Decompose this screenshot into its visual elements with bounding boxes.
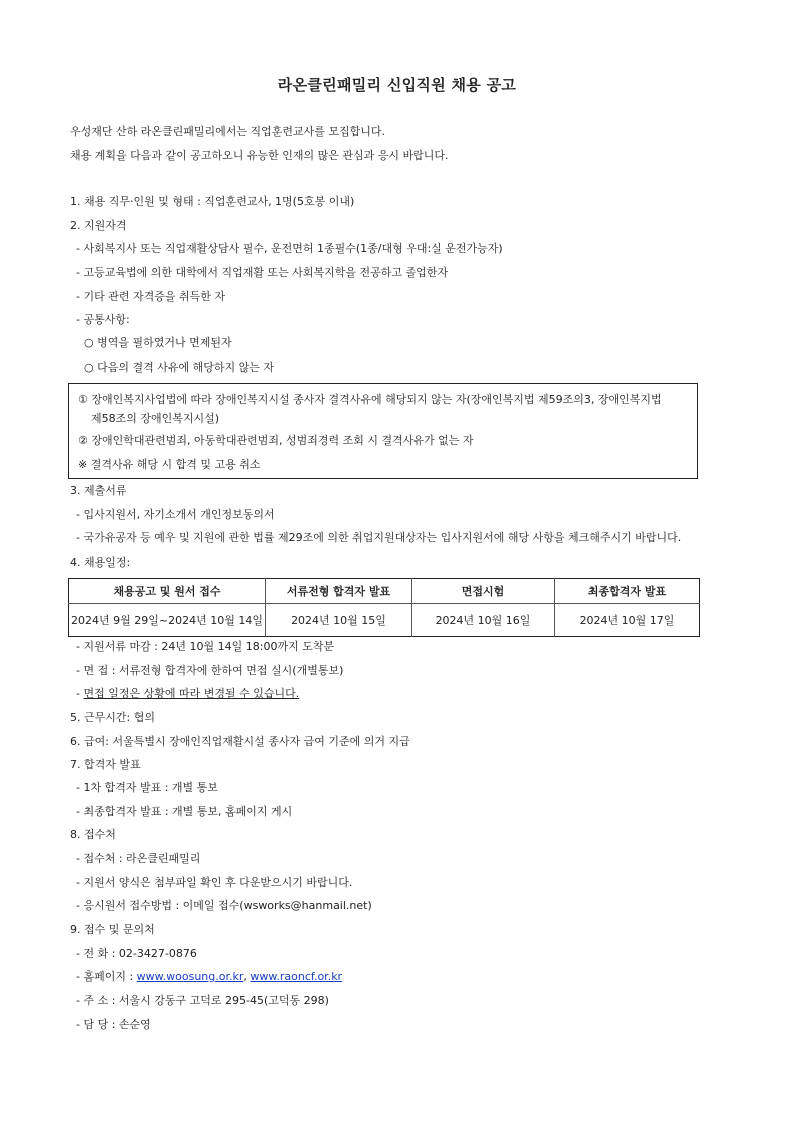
schedule-header-cell: 채용공고 및 원서 접수 (69, 579, 266, 604)
common-requirement-item: ○ 다음의 결격 사유에 해당하지 않는 자 (84, 361, 274, 374)
schedule-value-cell: 2024년 10월 16일 (412, 604, 555, 637)
page-title: 라온클린패밀리 신입직원 채용 공고 (277, 76, 517, 94)
intro-line-2: 채용 계획을 다음과 같이 공고하오니 유능한 인재의 많은 관심과 응시 바랍니다. (70, 149, 449, 162)
homepage-link-woosung[interactable]: www.woosung.or.kr (136, 970, 244, 983)
qualification-item: - 기타 관련 자격증을 취득한 자 (76, 290, 225, 303)
schedule-value-cell: 2024년 9월 29일~2024년 10월 14일 (71, 614, 263, 627)
section-2-heading: 2. 지원자격 (70, 219, 127, 232)
contact-address: - 주 소 : 서울시 강동구 고덕로 295-45(고덕동 298) (76, 994, 329, 1007)
section-1-position: 1. 채용 직무·인원 및 형태 : 직업훈련교사, 1명(5호봉 이내) (70, 195, 355, 208)
section-9-heading: 9. 접수 및 문의처 (70, 923, 155, 936)
intro-line-1: 우성재단 산하 라온클린패밀리에서는 직업훈련교사를 모집합니다. (70, 125, 386, 138)
schedule-value-row (69, 604, 700, 637)
link-separator: , (243, 970, 251, 983)
reception-item: - 응시원서 접수방법 : 이메일 접수(wsworks@hanmail.net) (76, 899, 372, 912)
section-3-heading: 3. 제출서류 (70, 484, 127, 497)
common-requirement-item: ○ 병역을 필하였거나 면제된자 (84, 336, 232, 349)
disqualification-note: ※ 결격사유 해당 시 합격 및 고용 취소 (78, 458, 261, 471)
homepage-link-raoncf[interactable]: www.raoncf.or.kr (250, 970, 343, 983)
schedule-table (68, 578, 700, 637)
schedule-header-row (69, 579, 700, 604)
section-6-salary: 6. 급여: 서울특별시 장애인직업재활시설 종사자 급여 기준에 의거 지급 (70, 735, 410, 748)
schedule-header-cell: 면접시험 (412, 579, 555, 604)
announcement-item: - 최종합격자 발표 : 개별 통보, 홈페이지 게시 (76, 805, 293, 818)
qualification-item: - 사회복지사 또는 직업재활상담사 필수, 운전면허 1종필수(1종/대형 우대:실 운전가능자) (76, 242, 503, 255)
qualification-item: - 공통사항: (76, 313, 130, 326)
note-underlined-text: 면접 일정은 상황에 따라 변경될 수 있습니다. (83, 687, 300, 700)
note-prefix: - (76, 687, 84, 700)
contact-phone: - 전 화 : 02-3427-0876 (76, 947, 197, 960)
disqualification-box (68, 383, 698, 479)
schedule-header-cell: 서류전형 합격자 발표 (266, 579, 412, 604)
reception-item: - 지원서 양식은 첨부파일 확인 후 다운받으시기 바랍니다. (76, 876, 353, 889)
schedule-note: - 지원서류 마감 : 24년 10월 14일 18:00까지 도착분 (76, 640, 335, 653)
announcement-item: - 1차 합격자 발표 : 개별 통보 (76, 781, 218, 794)
schedule-value-cell: 2024년 10월 17일 (555, 604, 700, 637)
contact-person: - 담 당 : 손순영 (76, 1018, 151, 1031)
schedule-note-underlined (76, 686, 299, 702)
reception-item: - 접수처 : 라온클린패밀리 (76, 852, 201, 865)
contact-homepage (76, 969, 342, 985)
section-7-heading: 7. 합격자 발표 (70, 758, 141, 771)
qualification-item: - 고등교육법에 의한 대학에서 직업재활 또는 사회복지학을 전공하고 졸업한자 (76, 266, 448, 279)
disqualification-item-1-cont: 제58조의 장애인복지시설) (91, 412, 220, 425)
schedule-note: - 면 접 : 서류전형 합격자에 한하여 면접 실시(개별통보) (76, 664, 344, 677)
section-5-hours: 5. 근무시간: 협의 (70, 711, 155, 724)
schedule-value-cell: 2024년 10월 15일 (266, 604, 412, 637)
document-item: - 국가유공자 등 예우 및 지원에 관한 법률 제29조에 의한 취업지원대상자는 입사지원서에 해당 사항을 체크해주시기 바랍니다. (76, 531, 682, 544)
section-8-heading: 8. 접수처 (70, 828, 116, 841)
homepage-label: - 홈페이지 : (76, 970, 137, 983)
disqualification-item-1: ① 장애인복지사업법에 따라 장애인복지시설 종사자 결격사유에 해당되지 않는 자(장애인복지법 제59조의3, 장애인복지법 (78, 393, 662, 406)
section-4-heading: 4. 채용일정: (70, 556, 131, 569)
document-item: - 입사지원서, 자기소개서 개인정보동의서 (76, 508, 275, 521)
disqualification-item-2: ② 장애인학대관련범죄, 아동학대관련범죄, 성범죄경력 조회 시 결격사유가 없는 자 (78, 434, 474, 447)
schedule-header-cell: 최종합격자 발표 (555, 579, 700, 604)
